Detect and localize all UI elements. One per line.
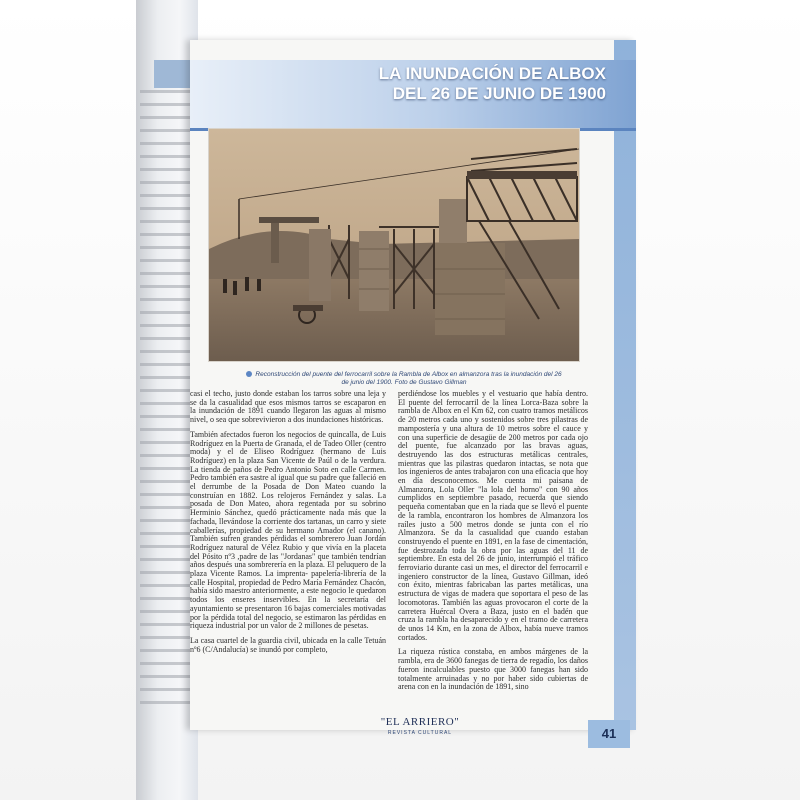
magazine-subtitle: REVISTA CULTURAL bbox=[387, 730, 453, 736]
caption-bullet-icon bbox=[246, 371, 252, 377]
bridge-photo bbox=[208, 128, 580, 362]
article-title bbox=[379, 64, 606, 104]
facing-page-text-lines bbox=[140, 90, 192, 740]
magazine-page bbox=[190, 40, 636, 741]
magazine-name: "EL ARRIERO" bbox=[380, 716, 460, 728]
title-line-1: LA INUNDACIÓN DE ALBOX bbox=[378, 64, 606, 83]
paragraph: La riqueza rústica constaba, en ambos márgenes de la rambla, era de 3600 fanegas de tierra de regadío, los daños fueron incalculables puesto que 3000 fanegas han sido totalmente arruinadas y no por haber sido cubiertas de arena con en la inundación de 1891, sino bbox=[398, 647, 588, 692]
historic-photo-image bbox=[209, 129, 579, 361]
photo-caption: Reconstrucción del puente del ferrocarril sobre la Rambla de Albox en almanzora tras la inundación del 26 de junio del 1900. Foto de Gustavo Gillman bbox=[244, 371, 564, 387]
facing-page-edge bbox=[136, 0, 198, 800]
paragraph: perdiéndose los muebles y el vestuario que había dentro. El puente del ferrocarril de la línea Lorca-Baza sobre la rambla de Albox en el Km 62, con cuatro tramos metálicos de 20 metros cada uno y sostenidos sobre tres pilastras de mampostería y una altura de 10 metros sobre el cauce y con una superficie de desagüe de 200 metros por cada ojo del puente, fue alcanzado por las bravas aguas, destruyendo las dos estructuras metálicas centrales, mientras que las pilastras quedaron intactas, se nota que los ingenieros de antes trabajaron con una eficacia que hoy en día desconocemos. Me cuenta mi paisana de Almanzora, Lola Oller "la lola del horno" con 90 años cumplidos en septiembre pasado, recuerda que siendo pequeña comentaban que en la riada que se llevó el puente de la rambla, encontraron los hombres de Almanzora los raíles justo a 500 metros donde se junta con el río Almanzora. Se da la casualidad que cuando estaban construyendo el puente en 1891, en la fase de cimentación, fue destrozada toda la obra por las aguas del 11 de septiembre. En esta del 26 de junio, interrumpió el tráfico ferroviario durante casi un mes, el director del ferrocarril e ingeniero constructor de la línea, Gustavo Gillman, ideó con éxito, mientras fabricaban las partes metálicas, una estructura de vigas de madera que soportara el peso de las locomotoras. También las aguas provocaron el corte de la carretera Huércal Overa a Baza, justo en el badén que cruza la rambla ha desaparecido y en el tramo de carretera de unos 14 Km, en la zona de Albox, había nueve tramos cortados. bbox=[398, 389, 588, 642]
paragraph: La casa cuartel de la guardia civil, ubicada en la calle Tetuán nº6 (C/Andalucía) se inundó por completo, bbox=[190, 635, 386, 654]
page-side-stripe bbox=[614, 40, 636, 730]
title-line-2: DEL 26 DE JUNIO DE 1900 bbox=[392, 84, 606, 103]
paragraph: casi el techo, justo donde estaban los tarros sobre una leja y se da la casualidad que esos mismos tarros se escaparon en la inundación de 1891 cuando llegaron las aguas al mismo nivel, o sea que sobrevivieron a dos inundaciones históricas. bbox=[190, 389, 386, 425]
article-column-left bbox=[190, 390, 386, 660]
facing-page-header-tab bbox=[154, 60, 194, 88]
page-number: 41 bbox=[588, 720, 630, 748]
article-column-right bbox=[398, 390, 588, 698]
paragraph: También afectados fueron los negocios de quincalla, de Luis Rodríguez en la Puerta de Granada, el de Tadeo Oller (centro moda) y el de Eliseo Rodríguez (hermano de Luis Rodríguez) en la plaza San Vicente de Paúl o de la verdura. La tienda de paños de Pedro Antonio Soto en calle Carmen. Pedro también era sastre al igual que su padre que falleció en el derrumbe de la Posada de Don Mateo cuando la construían en 1882. Los relojeros Fernández y salas. La posada de Don Mateo, ahora regentada por su sobrino Herminio Sánchez, quedó prácticamente nada más que la fachada, llevándose la corriente dos tartanas, un carro y siete caballerías, propiedad de su hermano Amador (el canano). También sufren grandes pérdidas el sombrerero Juan Jordán Rodríguez natural de Vélez Rubio y que vivía en la placeta del Pósito nº3 ,padre de las "Jordanas" que también tendrían años después una sombrerería en la plaza. El peluquero de la plaza Vicente Ramos. La imprenta- papelería-librería de la calle Hospital, propiedad de Pedro María Fernández Chacón, había sido maestro anteriormente, a este negocio le quedaron todos los enseres inservibles. En la secretaría del ayuntamiento se presentaron 16 bajas comerciales motivadas por la pérdida total del negocio, se estimaron las pérdidas en riqueza industrial por un valor de 2 millones de pesetas. bbox=[190, 429, 386, 631]
